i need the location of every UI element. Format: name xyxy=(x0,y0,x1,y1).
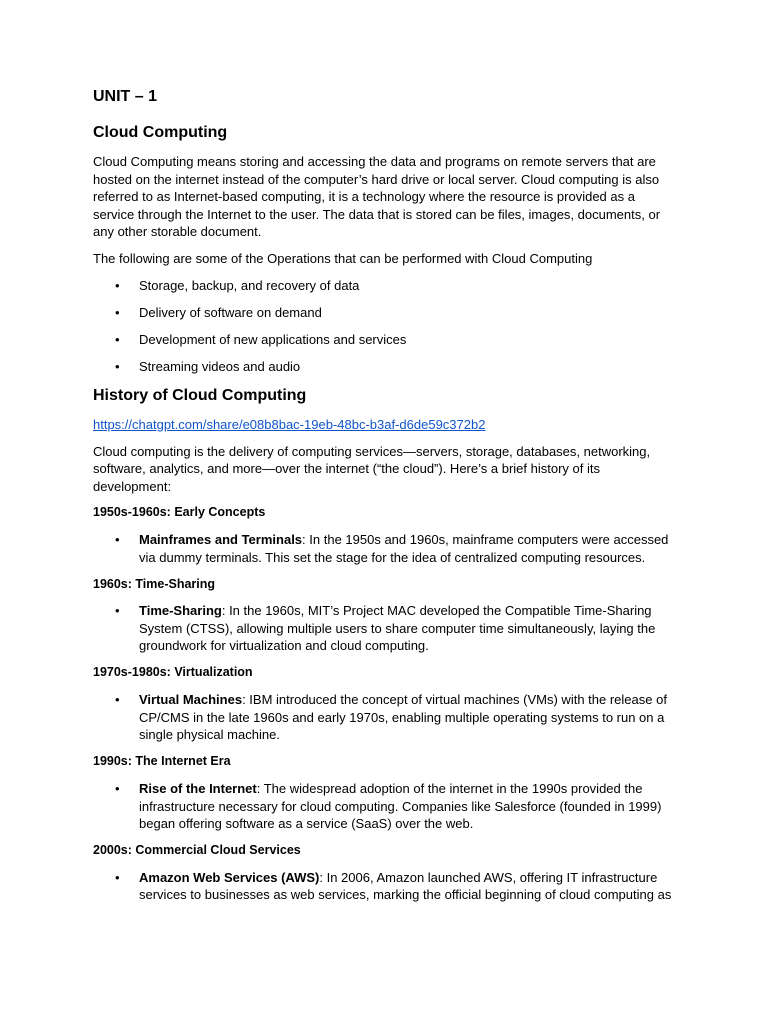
cloud-intro-paragraph: Cloud Computing means storing and accessing the data and programs on remote servers that are hosted on the internet instead of the computer’s hard drive or local server. Cloud computing is also referred to as Internet-based computing, it is a technology where the resource is provided as a service through the Internet to the user. The data that is stored can be files, images, documents, or any other storable document. xyxy=(93,154,661,240)
era-list xyxy=(93,869,673,904)
list-item xyxy=(93,277,673,295)
unit-title: UNIT – 1 xyxy=(93,88,158,105)
operation-text: Streaming videos and audio xyxy=(139,358,301,374)
era-title: 1960s: Time-Sharing xyxy=(93,576,216,591)
era-list xyxy=(93,780,673,833)
history-intro-paragraph: Cloud computing is the delivery of computing services—servers, storage, databases, networking, software, analytics, and more—over the internet (“the cloud”). Here’s a brief history of its development: xyxy=(93,443,651,494)
era-term: Virtual Machines xyxy=(139,692,243,708)
era-term: Rise of the Internet xyxy=(139,780,257,796)
era-list xyxy=(93,531,673,566)
bullet-icon: • xyxy=(115,531,120,547)
era-list xyxy=(93,602,673,655)
bullet-icon: • xyxy=(115,780,120,796)
operations-lead-paragraph: The following are some of the Operations that can be performed with Cloud Computing xyxy=(93,250,593,266)
era-title: 2000s: Commercial Cloud Services xyxy=(93,843,301,858)
list-item xyxy=(93,304,673,322)
era-term: Mainframes and Terminals xyxy=(139,531,303,547)
era-text: : IBM introduced the concept of virtual machines (VMs) with the release of CP/CMS in the late 1960s and early 1970s, enabling multiple operating systems to run on a single physical machine. xyxy=(139,692,667,743)
bullet-icon: • xyxy=(115,304,120,320)
era-text: : In 2006, Amazon launched AWS, offering IT infrastructure services to businesses as web services, marking the official beginning of cloud computing as xyxy=(139,869,672,903)
era-title: 1990s: The Internet Era xyxy=(93,754,231,769)
operations-list xyxy=(93,277,673,376)
document-page xyxy=(93,86,673,914)
history-heading: History of Cloud Computing xyxy=(93,386,307,404)
era-text: : The widespread adoption of the internet in the 1990s provided the infrastructure necessary for cloud computing. Companies like Salesforce (founded in 1999) began offering software as a service (SaaS) over the web. xyxy=(139,780,662,832)
era-term: Time-Sharing xyxy=(139,603,222,619)
list-item xyxy=(93,780,673,833)
bullet-icon: • xyxy=(115,603,120,619)
bullet-icon: • xyxy=(115,692,120,708)
list-item xyxy=(93,358,673,376)
cloud-computing-heading: Cloud Computing xyxy=(93,124,228,141)
operation-text: Delivery of software on demand xyxy=(139,304,322,320)
bullet-icon: • xyxy=(115,277,120,293)
history-link[interactable]: https://chatgpt.com/share/e08b8bac-19eb-48bc-b3af-d6de59c372b2 xyxy=(93,416,486,432)
list-item xyxy=(93,869,673,904)
operation-text: Development of new applications and services xyxy=(139,331,407,347)
list-item xyxy=(93,331,673,349)
era-text: : In the 1950s and 1960s, mainframe computers were accessed via dummy terminals. This set the stage for the idea of centralized computing resources. xyxy=(139,531,669,565)
era-title: 1950s-1960s: Early Concepts xyxy=(93,505,266,520)
list-item xyxy=(93,602,673,655)
list-item xyxy=(93,691,673,744)
era-title: 1970s-1980s: Virtualization xyxy=(93,665,253,680)
list-item xyxy=(93,531,673,566)
era-term: Amazon Web Services (AWS) xyxy=(139,869,320,885)
era-list xyxy=(93,691,673,744)
bullet-icon: • xyxy=(115,358,120,374)
operation-text: Storage, backup, and recovery of data xyxy=(139,277,360,293)
era-text: : In the 1960s, MIT’s Project MAC developed the Compatible Time-Sharing System (CTSS), allowing multiple users to share computer time simultaneously, laying the groundwork for virtualization and cloud computing. xyxy=(139,603,656,654)
bullet-icon: • xyxy=(115,869,120,885)
bullet-icon: • xyxy=(115,331,120,347)
